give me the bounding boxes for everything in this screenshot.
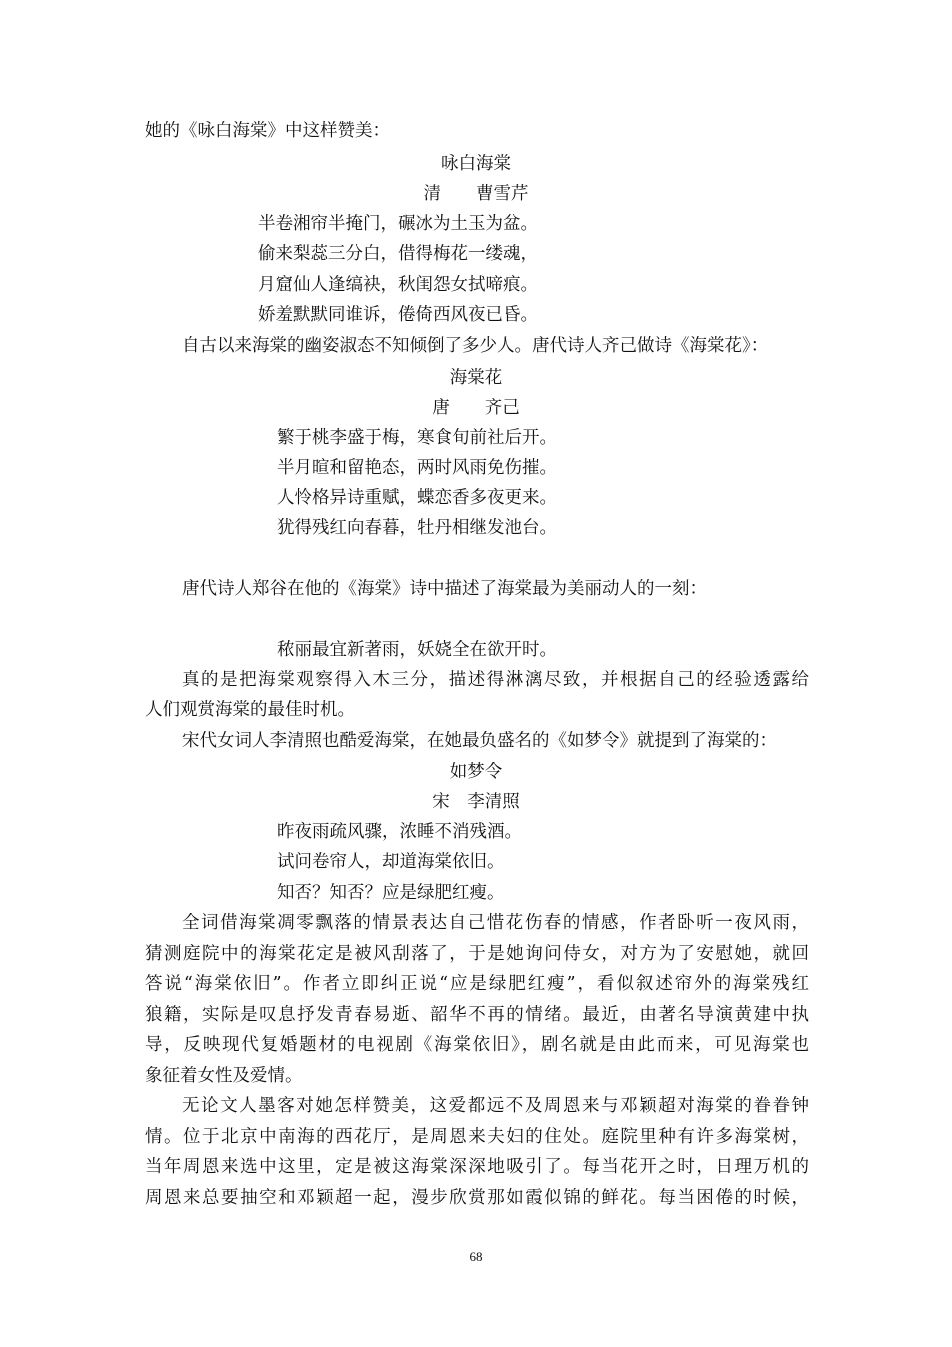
poem-line: 偷来梨蕊三分白，借得梅花一缕魂， [258,244,538,264]
quote-line: 秾丽最宜新著雨，妖娆全在欲开时。 [277,640,557,660]
paragraph-line: 猜测庭院中的海棠花定是被风刮落了，于是她询问侍女，对方为了安慰她，就回 [145,944,809,964]
intro-line: 自古以来海棠的幽姿淑态不知倾倒了多少人。唐代诗人齐己做诗《海棠花》： [182,336,769,356]
paragraph-line: 全词借海棠凋零飘落的情景表达自己惜花伤春的情感，作者卧听一夜风雨， [182,913,809,933]
poem-line: 人怜格异诗重赋，蝶恋香多夜更来。 [277,488,557,508]
intro-line: 宋代女词人李清照也酷爱海棠，在她最负盛名的《如梦令》就提到了海棠的： [182,731,777,751]
poem-line: 昨夜雨疏风骤，浓睡不消残酒。 [277,822,522,842]
poem-line: 繁于桃李盛于梅，寒食旬前社后开。 [277,428,557,448]
paragraph-line: 导，反映现代复婚题材的电视剧《海棠依旧》，剧名就是由此而来，可见海棠也 [145,1035,809,1055]
paragraph-line: 当年周恩来选中这里，定是被这海棠深深地吸引了。每当花开之时，日理万机的 [145,1157,809,1177]
paragraph-line: 情。位于北京中南海的西花厅，是周恩来夫妇的住处。庭院里种有许多海棠树， [145,1127,809,1147]
poem-title: 咏白海棠 [441,154,511,174]
paragraph-line: 无论文人墨客对她怎样赞美，这爱都远不及周恩来与邓颖超对海棠的眷眷钟 [182,1096,809,1116]
poem-author: 清 曹雪芹 [423,184,529,204]
poem-title: 海棠花 [449,368,503,388]
paragraph-line: 周恩来总要抽空和邓颖超一起，漫步欣赏那如霞似锦的鲜花。每当困倦的时候， [145,1188,809,1208]
paragraph-line: 人们观赏海棠的最佳时机。 [145,700,355,720]
poem-line: 半卷湘帘半掩门，碾冰为土玉为盆。 [258,214,538,234]
poem-author: 宋 李清照 [432,792,520,812]
paragraph-line: 狼籍，实际是叹息抒发青春易逝、韶华不再的情绪。最近，由著名导演黄建中执 [145,1005,809,1025]
poem-line: 月窟仙人逢缟袂，秋闺怨女拭啼痕。 [258,275,538,295]
poem-line: 娇羞默默同谁诉，倦倚西风夜已昏。 [258,305,538,325]
paragraph-line: 真的是把海棠观察得入木三分，描述得淋漓尽致，并根据自己的经验透露给 [182,670,809,690]
paragraph-line: 象征着女性及爱情。 [145,1066,303,1086]
poem-line: 半月暄和留艳态，两时风雨免伤摧。 [277,458,557,478]
poem-line: 知否？知否？应是绿肥红瘦。 [277,883,505,903]
page-number: 68 [469,1249,483,1264]
poem-line: 试问卷帘人，却道海棠依旧。 [277,852,505,872]
intro-line: 唐代诗人郑谷在他的《海棠》诗中描述了海棠最为美丽动人的一刻： [182,579,707,599]
poem-line: 犹得残红向春暮，牡丹相继发池台。 [277,518,557,538]
paragraph-line: 答说“海棠依旧”。作者立即纠正说“应是绿肥红瘦”，看似叙述帘外的海棠残红 [145,974,809,994]
poem-title: 如梦令 [449,762,503,782]
intro-line: 她的《咏白海棠》中这样赞美： [145,121,390,141]
poem-author: 唐 齐己 [432,398,520,418]
